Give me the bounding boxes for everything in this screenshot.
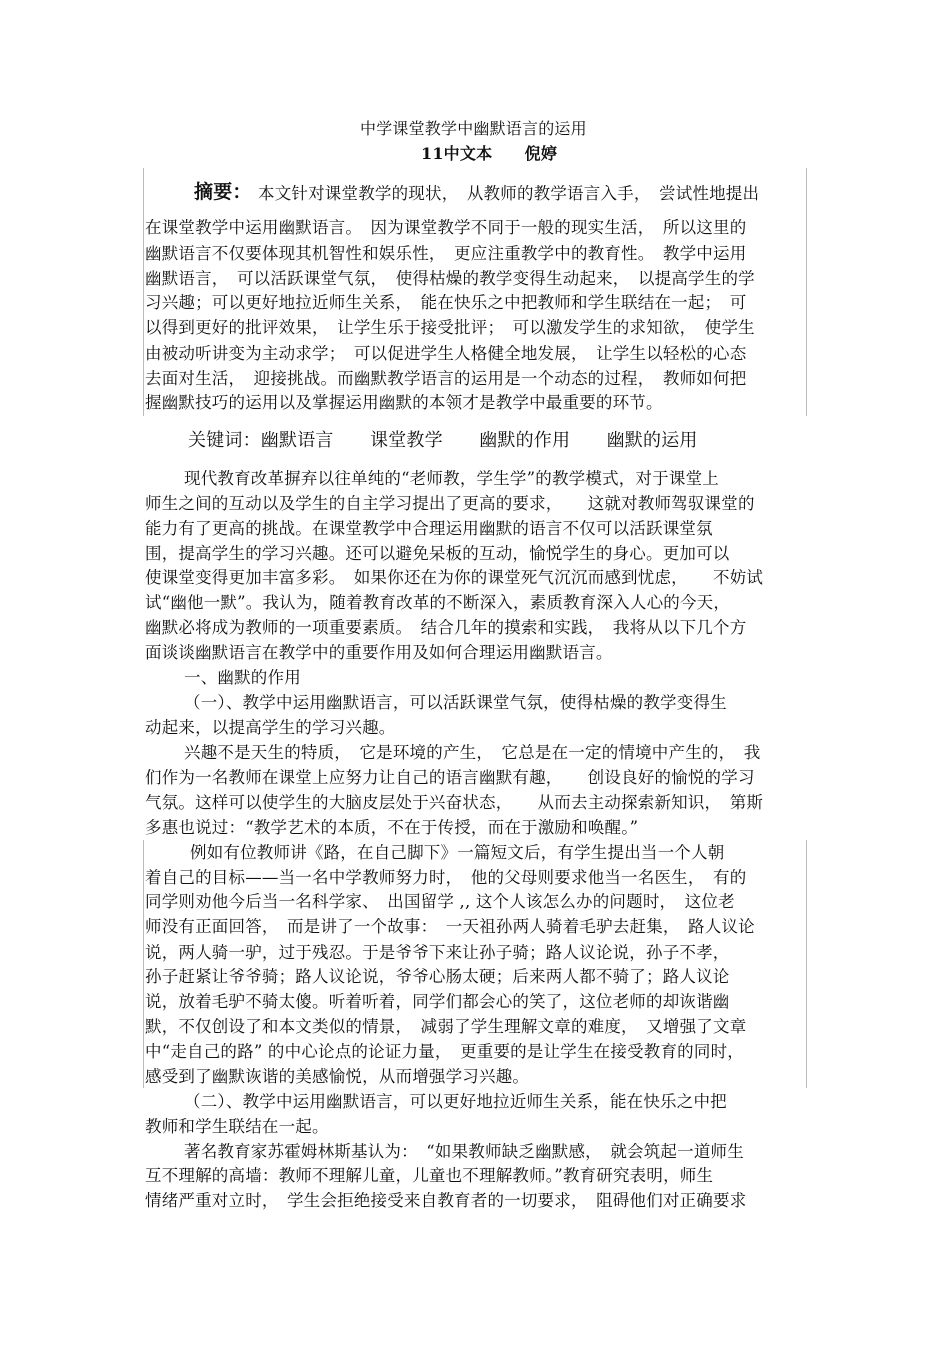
section-heading: 一、幽默的作用 xyxy=(184,668,301,687)
abstract-right-rule xyxy=(806,168,807,416)
body-line: 使课堂变得更加丰富多彩。 如果你还在为你的课堂死气沉沉而感到忧虑， 不妨试 xyxy=(145,568,764,587)
abstract-line: 在课堂教学中运用幽默语言。 因为课堂教学不同于一般的现实生活， 所以这里的 xyxy=(145,218,747,237)
body-line: 多惠也说过：“教学艺术的本质，不在于传授，而在于激励和唤醒。” xyxy=(145,818,639,837)
abstract-line: 本文针对课堂教学的现状， 从教师的教学语言入手， 尝试性地提出 xyxy=(258,184,760,203)
abstract-line: 习兴趣；可以更好地拉近师生关系， 能在快乐之中把教师和学生联结在一起； 可 xyxy=(145,293,747,312)
body-line: 现代教育改革摒弃以往单纯的“老师教，学生学”的教学模式，对于课堂上 xyxy=(184,469,719,488)
abstract-line: 幽默语言不仅要体现其机智性和娱乐性， 更应注重教学中的教育性。 教学中运用 xyxy=(145,244,747,263)
subsection-heading: （二）、教学中运用幽默语言，可以更好地拉近师生关系，能在快乐之中把 xyxy=(184,1092,727,1111)
body-line: 们作为一名教师在课堂上应努力让自己的语言幽默有趣， 创设良好的愉悦的学习 xyxy=(145,768,755,787)
body-line: 着自己的目标——当一名中学教师努力时， 他的父母则要求他当一名医生， 有的 xyxy=(145,868,747,887)
body-line: 同学则劝他今后当一名科学家、 出国留学 ,, 这个人该怎么办的问题时， 这位老 xyxy=(145,892,735,911)
body-line: 面谈谈幽默语言在教学中的重要作用及如何合理运用幽默语言。 xyxy=(145,643,613,662)
abstract-line: 幽默语言， 可以活跃课堂气氛， 使得枯燥的教学变得生动起来， 以提高学生的学 xyxy=(145,269,755,288)
subsection-heading: （一）、教学中运用幽默语言，可以活跃课堂气氛，使得枯燥的教学变得生 xyxy=(184,693,727,712)
example-right-rule xyxy=(806,840,807,1088)
body-line: 师没有正面回答， 而是讲了一个故事： 一天祖孙两人骑着毛驴去赶集， 路人议论 xyxy=(145,917,755,936)
body-line: 孙子赶紧让爷爷骑；路人议论说，爷爷心肠太硬；后来两人都不骑了；路人议论 xyxy=(145,967,730,986)
body-line: 说，两人骑一驴，过于残忍。于是爷爷下来让孙子骑；路人议论说，孙子不孝， xyxy=(145,943,730,962)
body-line: 气氛。这样可以使学生的大脑皮层处于兴奋状态， 从而去主动探索新知识， 第斯 xyxy=(145,793,764,812)
body-line: 能力有了更高的挑战。在课堂教学中合理运用幽默的语言不仅可以活跃课堂氛 xyxy=(145,519,713,538)
body-line: 著名教育家苏霍姆林斯基认为： “如果教师缺乏幽默感， 就会筑起一道师生 xyxy=(184,1142,744,1161)
body-line: 兴趣不是天生的特质， 它是环境的产生， 它总是在一定的情境中产生的， 我 xyxy=(184,743,761,762)
body-line: 互不理解的高墙：教师不理解儿童，儿童也不理解教师。”教育研究表明，师生 xyxy=(145,1166,714,1185)
subsection-heading: 教师和学生联结在一起。 xyxy=(145,1117,329,1136)
subsection-heading: 动起来，以提高学生的学习兴趣。 xyxy=(145,718,396,737)
body-line: 感受到了幽默诙谐的美感愉悦，从而增强学习兴趣。 xyxy=(145,1067,530,1086)
body-line: 试“幽他一默”。我认为，随着教育改革的不断深入，素质教育深入人心的今天， xyxy=(145,593,731,612)
abstract-line: 握幽默技巧的运用以及掌握运用幽默的本领才是教学中最重要的环节。 xyxy=(145,393,663,412)
abstract-left-rule xyxy=(143,168,144,416)
body-line: 幽默必将成为教师的一项重要素质。 结合几年的摸索和实践， 我将从以下几个方 xyxy=(145,618,747,637)
body-line: 中“走自己的路” 的中心论点的论证力量， 更重要的是让学生在接受教育的同时， xyxy=(145,1042,744,1061)
body-line: 例如有位教师讲《路，在自己脚下》一篇短文后，有学生提出当一个人朝 xyxy=(190,843,725,862)
author-line: 11中文本 倪婷 xyxy=(421,144,558,163)
body-line: 围，提高学生的学习兴趣。还可以避免呆板的互动，愉悦学生的身心。更加可以 xyxy=(145,544,730,563)
body-line: 说，放着毛驴不骑太傻。听着听着，同学们都会心的笑了，这位老师的却诙谐幽 xyxy=(145,992,730,1011)
document-title: 中学课堂教学中幽默语言的运用 xyxy=(360,119,587,138)
body-line: 情绪严重对立时， 学生会拒绝接受来自教育者的一切要求， 阻碍他们对正确要求 xyxy=(145,1191,747,1210)
keywords-line: 关键词：幽默语言 课堂教学 幽默的作用 幽默的运用 xyxy=(188,430,698,451)
abstract-line: 去面对生活， 迎接挑战。而幽默教学语言的运用是一个动态的过程， 教师如何把 xyxy=(145,369,747,388)
body-line: 师生之间的互动以及学生的自主学习提出了更高的要求， 这就对教师驾驭课堂的 xyxy=(145,494,755,513)
abstract-label: 摘要： xyxy=(194,181,252,203)
abstract-line: 由被动听讲变为主动求学； 可以促进学生人格健全地发展， 让学生以轻松的心态 xyxy=(145,344,747,363)
example-left-rule xyxy=(143,840,144,1088)
body-line: 默，不仅创设了和本文类似的情景， 减弱了学生理解文章的难度， 又增强了文章 xyxy=(145,1017,747,1036)
abstract-line: 以得到更好的批评效果， 让学生乐于接受批评； 可以激发学生的求知欲， 使学生 xyxy=(145,318,755,337)
